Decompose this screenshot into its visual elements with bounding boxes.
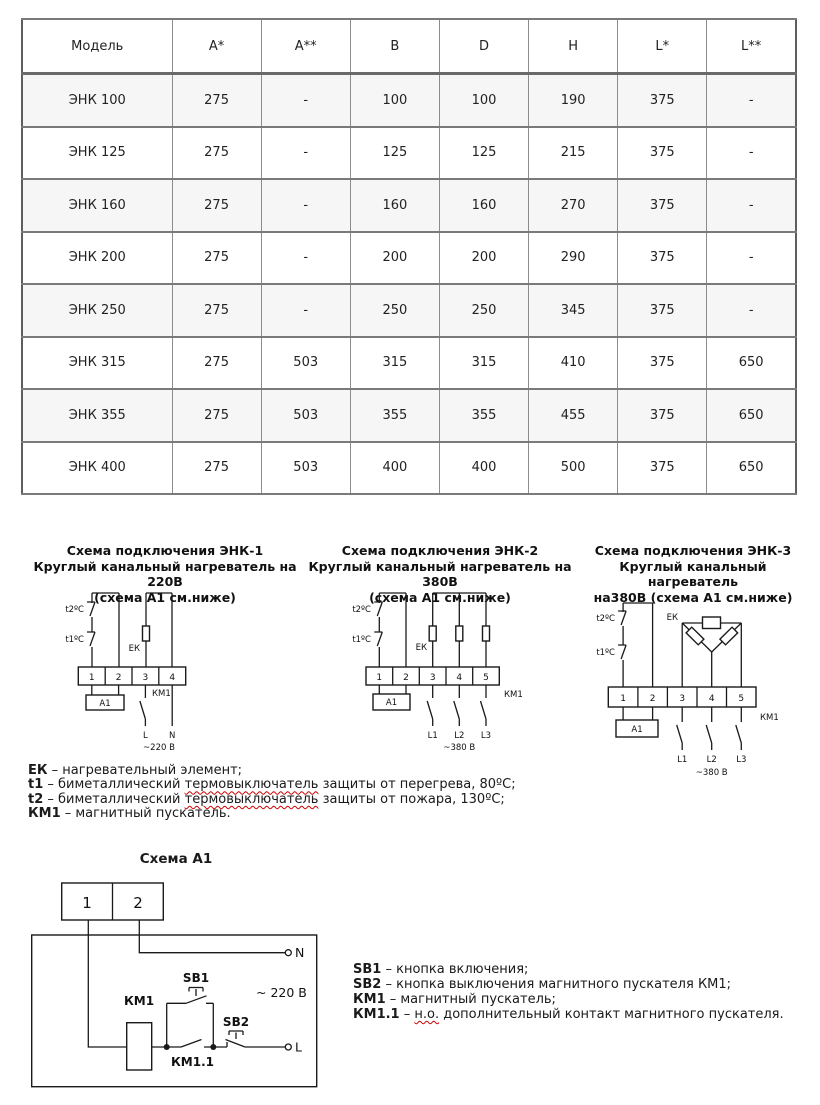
terminal-4: 4 — [456, 673, 463, 683]
table-cell: 455 — [529, 389, 618, 442]
table-cell: - — [261, 127, 350, 180]
schema-a1-legend — [353, 962, 784, 1022]
legend-term: КМ1 — [28, 806, 61, 822]
table-cell: ЭНК 100 — [22, 74, 172, 127]
table-cell: ЭНК 160 — [22, 179, 172, 232]
column-header: D — [439, 19, 528, 74]
table-cell: 375 — [618, 232, 707, 285]
heater-element-symbol — [703, 617, 721, 629]
table-cell: 375 — [618, 179, 707, 232]
column-header: B — [350, 19, 439, 74]
table-cell: 400 — [439, 442, 528, 495]
terminal-5: 5 — [483, 673, 489, 683]
table-cell: 250 — [439, 284, 528, 337]
table-cell: 375 — [618, 127, 707, 180]
table-cell: 275 — [172, 389, 261, 442]
spec-table-head-row — [22, 19, 796, 74]
table-cell: 650 — [707, 442, 796, 495]
column-header: Модель — [22, 19, 172, 74]
table-row — [22, 389, 796, 442]
table-cell: 375 — [618, 74, 707, 127]
diagram3-title-line2: Круглый канальный нагреватель — [619, 558, 767, 589]
km11-label: КМ1.1 — [170, 1055, 215, 1069]
legend-item-km1 — [353, 992, 784, 1007]
table-row — [22, 337, 796, 390]
terminal-3: 3 — [142, 673, 149, 683]
table-cell: 375 — [618, 284, 707, 337]
terminal-2: 2 — [649, 694, 656, 704]
legend-text: – — [399, 1007, 415, 1022]
terminal-1: 1 — [82, 894, 92, 912]
table-cell: 315 — [439, 337, 528, 390]
legend-term: t1 — [28, 777, 44, 793]
t2-label: t2ºС — [65, 605, 84, 615]
ek-label: ЕК — [666, 613, 678, 623]
spec-table-head — [22, 19, 796, 74]
table-cell: 290 — [529, 232, 618, 285]
table-cell: 503 — [261, 337, 350, 390]
terminal-4: 4 — [169, 673, 176, 683]
a1-label: А1 — [385, 697, 398, 708]
table-cell: - — [707, 74, 796, 127]
heater-element-symbol — [686, 627, 704, 645]
legend-term: SB2 — [353, 977, 382, 992]
table-cell: 275 — [172, 337, 261, 390]
phase-l2-label: L2 — [454, 731, 465, 741]
legend-term: t2 — [28, 791, 44, 807]
legend-text: – магнитный пускатель. — [60, 806, 231, 822]
terminal-3: 3 — [679, 694, 686, 704]
table-cell: 275 — [172, 442, 261, 495]
table-row — [22, 74, 796, 127]
terminal-4: 4 — [708, 694, 715, 704]
legend-text: – кнопка выключения магнитного пускателя КМ1; — [381, 977, 732, 992]
table-cell: 650 — [707, 389, 796, 442]
table-row — [22, 179, 796, 232]
terminal-2: 2 — [403, 673, 409, 683]
table-cell: 375 — [618, 442, 707, 495]
table-cell: 200 — [350, 232, 439, 285]
diagram2-title-line2: Круглый канальный нагреватель на 380В — [308, 558, 572, 589]
table-cell: ЭНК 355 — [22, 389, 172, 442]
voltage-label: ~ 220 В — [256, 985, 307, 1000]
diagram1-title-line1: Схема подключения ЭНК-1 — [66, 543, 264, 558]
spec-table-body — [22, 74, 796, 495]
table-cell: - — [261, 179, 350, 232]
table-cell: 503 — [261, 389, 350, 442]
column-header: L** — [707, 19, 796, 74]
table-cell: 215 — [529, 127, 618, 180]
legend-text-underlined: н.о. — [414, 1007, 440, 1022]
ek-label: ЕК — [128, 644, 140, 654]
legend-term: КМ1.1 — [353, 1007, 400, 1022]
table-cell: 375 — [618, 337, 707, 390]
table-cell: - — [261, 74, 350, 127]
phase-l3-label: L3 — [736, 755, 747, 765]
phase-l2-label: L2 — [706, 755, 717, 765]
a1-label: А1 — [99, 698, 111, 709]
diagram-legend — [28, 764, 516, 822]
table-cell: - — [261, 284, 350, 337]
table-cell: 270 — [529, 179, 618, 232]
legend-text: защиты от перегрева, 80ºС; — [318, 777, 516, 793]
km1-label: КМ1 — [760, 713, 779, 723]
wiring-diagram-enk2 — [348, 585, 528, 755]
table-cell: ЭНК 400 — [22, 442, 172, 495]
phase-l1-label: L1 — [677, 755, 688, 765]
table-cell: 160 — [439, 179, 528, 232]
table-cell: - — [707, 127, 796, 180]
voltage-label: ~220 В — [143, 743, 175, 753]
table-cell: 275 — [172, 74, 261, 127]
column-header: A* — [172, 19, 261, 74]
legend-item-sb2 — [353, 977, 784, 992]
l-label: L — [295, 1039, 302, 1055]
table-cell: 275 — [172, 127, 261, 180]
table-cell: ЭНК 315 — [22, 337, 172, 390]
legend-term: SB1 — [353, 962, 382, 977]
t2-label: t2ºС — [352, 605, 371, 615]
km1-label: КМ1 — [504, 690, 523, 700]
legend-text: защиты от пожара, 130ºС; — [318, 791, 505, 807]
table-cell: 400 — [350, 442, 439, 495]
legend-item-t1 — [28, 778, 516, 792]
heater-element-symbol — [483, 626, 490, 641]
wiring-diagram-enk1 — [55, 585, 195, 755]
legend-item-sb1 — [353, 962, 784, 977]
voltage-label: ~380 В — [695, 768, 728, 778]
junction-dot — [210, 1044, 216, 1050]
table-cell: 125 — [439, 127, 528, 180]
t1-label: t1ºС — [596, 648, 615, 658]
legend-term: КМ1 — [353, 992, 386, 1007]
legend-text: – биметаллический — [43, 791, 185, 807]
column-header: L* — [618, 19, 707, 74]
table-cell: 200 — [439, 232, 528, 285]
table-cell: - — [707, 232, 796, 285]
table-cell: 355 — [439, 389, 528, 442]
table-cell: 250 — [350, 284, 439, 337]
phase-l3-label: L3 — [480, 731, 492, 741]
terminal-1: 1 — [88, 673, 95, 683]
t1-label: t1ºС — [352, 635, 371, 645]
terminal-5: 5 — [738, 694, 745, 704]
table-row — [22, 284, 796, 337]
table-cell: 100 — [439, 74, 528, 127]
table-row — [22, 127, 796, 180]
legend-item-km11 — [353, 1007, 784, 1022]
table-cell: 355 — [350, 389, 439, 442]
diagram2-title-line3: (схема А1 см.ниже) — [369, 589, 511, 605]
sb2-label: SB2 — [222, 1015, 250, 1029]
table-cell: 315 — [350, 337, 439, 390]
legend-text: – магнитный пускатель; — [385, 992, 556, 1007]
km1-label: КМ1 — [123, 994, 155, 1008]
voltage-label: ~380 В — [443, 743, 476, 753]
diagram2-title-line1: Схема подключения ЭНК-2 — [341, 543, 539, 558]
table-cell: 190 — [529, 74, 618, 127]
terminal-2: 2 — [133, 894, 143, 912]
table-row — [22, 442, 796, 495]
legend-text: – биметаллический — [43, 777, 185, 793]
table-cell: ЭНК 250 — [22, 284, 172, 337]
legend-text-underlined: термовыключатель — [184, 791, 319, 807]
diagram1-title-line2: Круглый канальный нагреватель на 220В — [33, 558, 297, 589]
diagram1-title-line3: (схема А1 см.ниже) — [94, 589, 236, 605]
schema-a1-diagram — [15, 875, 360, 1100]
l-terminal-circle — [285, 1044, 291, 1050]
heater-element-symbol — [720, 627, 738, 645]
heater-element-symbol — [456, 626, 463, 641]
phase-l-label: L — [143, 731, 148, 741]
heater-element-symbol — [143, 626, 150, 641]
n-terminal-circle — [285, 950, 291, 956]
table-cell: - — [707, 284, 796, 337]
table-cell: ЭНК 200 — [22, 232, 172, 285]
t1-label: t1ºС — [65, 635, 84, 645]
ek-label: ЕК — [415, 643, 427, 653]
wiring-diagram-enk3 — [588, 596, 788, 786]
spec-table — [21, 18, 797, 495]
table-cell: 410 — [529, 337, 618, 390]
terminal-2: 2 — [115, 673, 122, 683]
table-cell: 503 — [261, 442, 350, 495]
table-cell: 125 — [350, 127, 439, 180]
legend-text-underlined: термовыключатель — [184, 777, 319, 793]
legend-term: ЕК — [28, 763, 48, 778]
table-cell: ЭНК 125 — [22, 127, 172, 180]
terminal-1: 1 — [620, 694, 626, 704]
table-cell: - — [707, 179, 796, 232]
legend-item-km1 — [28, 807, 516, 821]
phase-n-label: N — [169, 731, 176, 741]
table-cell: 500 — [529, 442, 618, 495]
heater-element-symbol — [429, 626, 436, 641]
table-cell: 160 — [350, 179, 439, 232]
t2-label: t2ºС — [596, 614, 615, 624]
table-cell: - — [261, 232, 350, 285]
column-header: H — [529, 19, 618, 74]
table-cell: 100 — [350, 74, 439, 127]
a1-label: А1 — [631, 724, 643, 735]
diagram3-title-line3: на380В (схема А1 см.ниже) — [593, 589, 793, 605]
table-row — [22, 232, 796, 285]
sb1-label: SB1 — [182, 971, 210, 985]
junction-dot — [164, 1044, 170, 1050]
schema-a1-title: Схема А1 — [139, 851, 213, 867]
legend-text: – нагревательный элемент; — [47, 763, 243, 778]
table-cell: 275 — [172, 232, 261, 285]
table-cell: 650 — [707, 337, 796, 390]
legend-item-ek — [28, 764, 516, 778]
km1-label: КМ1 — [152, 689, 171, 699]
table-cell: 345 — [529, 284, 618, 337]
terminal-3: 3 — [429, 673, 436, 683]
n-label: N — [295, 945, 305, 960]
table-cell: 275 — [172, 284, 261, 337]
terminal-1: 1 — [376, 673, 383, 683]
legend-text: дополнительный контакт магнитного пускателя. — [439, 1007, 784, 1022]
table-cell: 375 — [618, 389, 707, 442]
km1-coil — [127, 1023, 152, 1070]
table-cell: 275 — [172, 179, 261, 232]
legend-text: – кнопка включения; — [381, 962, 529, 977]
diagram3-title-line1: Схема подключения ЭНК-3 — [594, 543, 792, 558]
phase-l1-label: L1 — [427, 731, 438, 741]
legend-item-t2 — [28, 793, 516, 807]
column-header: A** — [261, 19, 350, 74]
